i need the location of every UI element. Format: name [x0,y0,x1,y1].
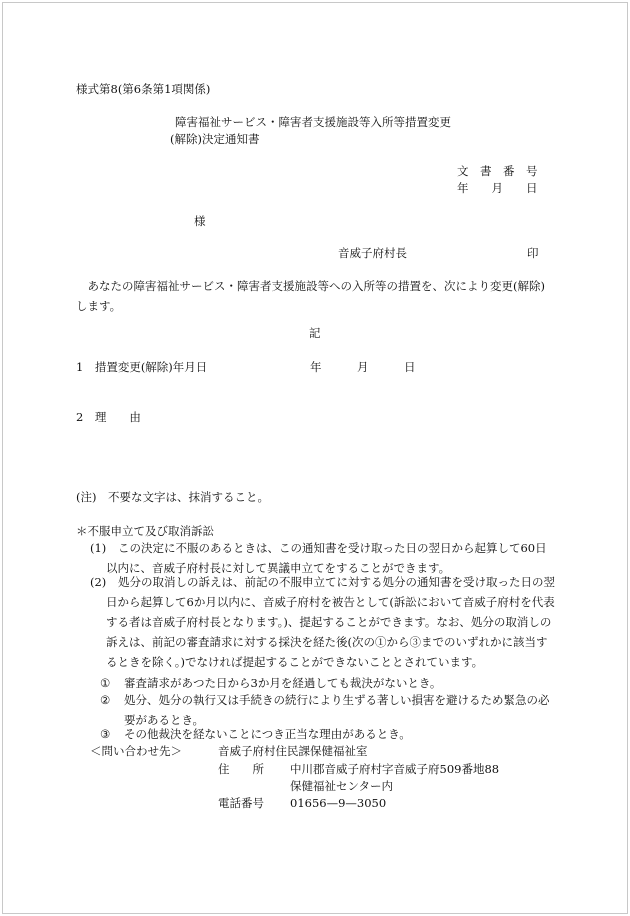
contact-address-label: 住 所 [218,762,264,776]
item1-label: 1 措置変更(解除)年月日 [76,360,208,374]
paragraph-1-number: (1) [90,541,107,555]
paragraph-1-text: この決定に不服のあるときは、この通知書を受け取った日の翌日から起算して60日以内に、音威子府村長に対して異議申立てをすることができます。 [106,541,547,575]
page-border [2,2,628,914]
appeal-heading: ＊不服申立て及び取消訴訟 [76,524,214,538]
addressee-suffix: 様 [194,214,206,228]
title-line-2: (解除)決定通知書 [170,132,260,146]
sub-item-2-text: 処分、処分の執行又は手続きの続行により生ずる著しい損害を避けるため緊急の必要があるとき。 [124,693,550,727]
contact-office: 音威子府村住民課保健福祉室 [218,744,368,758]
document-number-label: 文 書 番 号 [457,164,538,178]
item1-day: 日 [404,360,416,374]
item2-label: 2 理 由 [76,410,141,424]
item1-year: 年 [310,360,322,374]
form-number: 様式第8(第6条第1項関係) [76,82,211,96]
date-label: 年 月 日 [457,181,538,195]
contact-phone: 01656—9—3050 [290,796,387,810]
sub-item-3-mark: ③ [100,727,111,741]
sub-item-3-text: その他裁決を経ないことにつき正当な理由があるとき。 [124,727,411,741]
note: (注) 不要な文字は、抹消すること。 [76,490,269,504]
contact-address-line-2: 保健福祉センター内 [290,779,394,793]
issuer-seal: 印 [527,246,539,260]
contact-label: ＜問い合わせ先＞ [90,744,182,758]
title-line-1: 障害福祉サービス・障害者支援施設等入所等措置変更 [175,115,451,129]
sub-item-1-mark: ① [100,676,111,690]
contact-phone-label: 電話番号 [218,796,264,810]
contact-address-line-1: 中川郡音威子府村字音威子府509番地88 [290,762,500,776]
sub-item-2-mark: ② [100,693,111,707]
item1-month: 月 [357,360,369,374]
body-text: あなたの障害福祉サービス・障害者支援施設等への入所等の措置を、次により変更(解除)します。 [76,279,545,313]
sub-item-1-text: 審査請求があつた日から3か月を経過しても裁決がないとき。 [124,676,442,690]
paragraph-2-number: (2) [90,575,107,589]
issuer-name: 音威子府村長 [338,246,407,260]
paragraph-2-text: 処分の取消しの訴えは、前記の不服申立てに対する処分の通知書を受け取った日の翌日から起算して6か月以内に、音威子府村を被告として(訴訟において音威子府村を代表する者は音威子府村長となります。)、提起することができます。なお、処分の取消しの訴えは、前記の審査請求に対する採決を経た後(次の①から③までのいずれかに該当するときを除く。)でなければ提起することができないこととされています。 [106,575,555,669]
ki-heading: 記 [309,326,321,340]
